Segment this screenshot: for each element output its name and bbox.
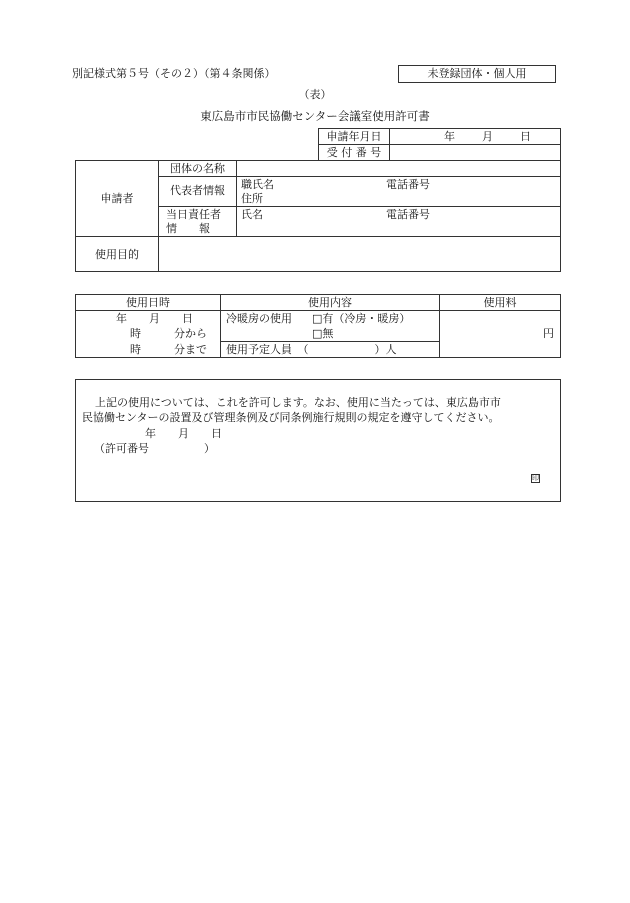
phone-label: 電話番号 — [386, 178, 430, 191]
header-usage-content: 使用内容 — [308, 296, 352, 309]
header-usage-fee: 使用料 — [483, 296, 517, 309]
planned-people: 使用予定人員 （ ）人 — [226, 343, 397, 356]
ac-label: 冷暖房の使用 — [226, 312, 292, 325]
application-month: 月 — [482, 130, 493, 143]
side-label: （表） — [298, 88, 332, 101]
address-label: 住所 — [241, 192, 263, 205]
application-date-label: 申請年月日 — [326, 130, 382, 143]
form-number: 別記様式第５号（その２）（第４条関係） — [72, 67, 276, 80]
responsible-label-line2: 情 報 — [166, 222, 210, 235]
reception-number-label: 受 付 番 号 — [326, 146, 382, 159]
responsible-phone-label: 電話番号 — [386, 208, 430, 221]
purpose-label: 使用目的 — [95, 248, 139, 261]
ac-no-checkbox[interactable]: □無 — [312, 327, 334, 340]
document-title: 東広島市市民協働センター会議室使用許可書 — [200, 109, 430, 123]
permission-text-line2: 民協働センターの設置及び管理条例及び同条例施行規則の規定を遵守してください。 — [82, 411, 500, 424]
permission-date: 年 月 日 — [145, 427, 222, 440]
usage-date: 年 月 日 — [116, 312, 193, 325]
responsible-name-label: 氏名 — [241, 208, 263, 221]
usage-time-to: 時 分まで — [130, 343, 207, 356]
permit-number: （許可番号 ） — [94, 442, 215, 455]
application-day: 日 — [520, 130, 531, 143]
purpose-field[interactable] — [160, 238, 559, 270]
responsible-label-line1: 当日責任者 — [166, 208, 221, 221]
permission-text-line1: 上記の使用については、これを許可します。なお、使用に当たっては、東広島市市 — [95, 396, 501, 409]
seal-mark-icon: 印 — [532, 474, 539, 482]
group-name-label: 団体の名称 — [170, 162, 225, 175]
group-name-field[interactable] — [238, 161, 559, 175]
category-label: 未登録団体・個人用 — [398, 65, 556, 83]
representative-label: 代表者情報 — [170, 184, 225, 197]
header-usage-datetime: 使用日時 — [126, 296, 170, 309]
title-name-label: 職氏名 — [241, 178, 274, 191]
applicant-section-label: 申請者 — [100, 192, 134, 205]
fee-unit: 円 — [543, 327, 554, 340]
ac-yes-checkbox[interactable]: □有（冷房・暖房） — [312, 312, 411, 325]
usage-time-from: 時 分から — [130, 327, 207, 340]
reception-number-value[interactable] — [390, 145, 559, 159]
application-year: 年 — [444, 130, 455, 143]
